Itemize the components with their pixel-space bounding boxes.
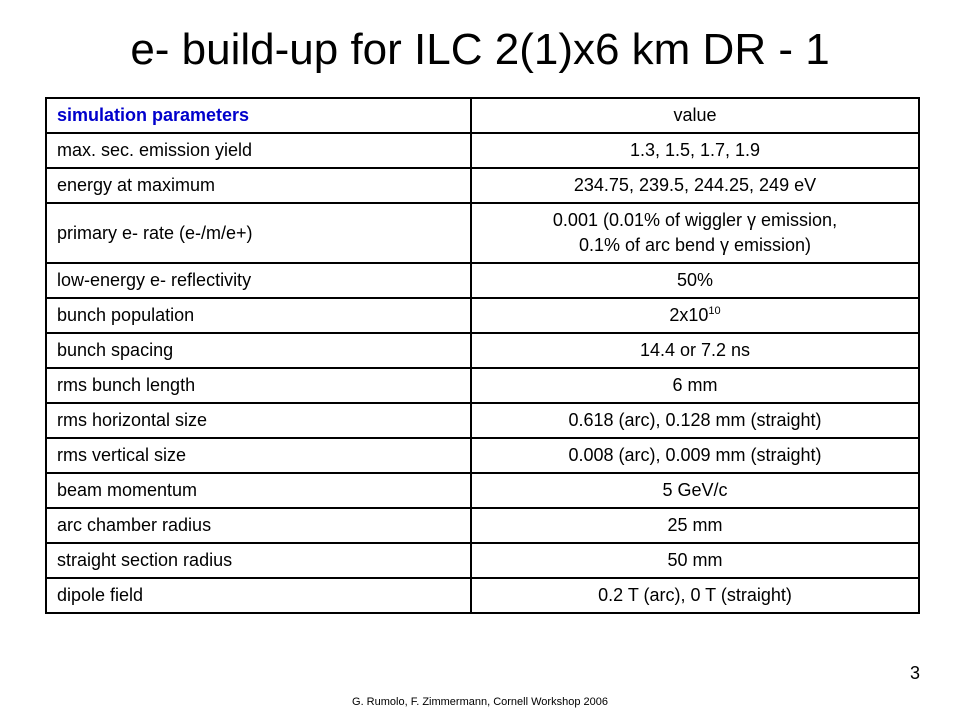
value-cell: 25 mm [471, 508, 919, 543]
param-cell: rms horizontal size [46, 403, 471, 438]
footer-credits: G. Rumolo, F. Zimmermann, Cornell Workshop 2006 [352, 696, 608, 708]
value-line-2: 0.1% of arc bend γ emission) [578, 235, 812, 255]
table-header-row [46, 98, 919, 133]
slide-title: e- build-up for ILC 2(1)x6 km DR - 1 [130, 25, 830, 74]
param-cell: beam momentum [46, 473, 471, 508]
table-row [46, 368, 919, 403]
value-cell [471, 298, 919, 333]
value-cell [471, 203, 919, 263]
table-row [46, 438, 919, 473]
table-row [46, 508, 919, 543]
param-cell: arc chamber radius [46, 508, 471, 543]
table-row [46, 203, 919, 263]
table-row [46, 168, 919, 203]
param-cell: rms vertical size [46, 438, 471, 473]
param-cell: dipole field [46, 578, 471, 613]
value-cell: 234.75, 239.5, 244.25, 249 eV [471, 168, 919, 203]
table-row [46, 473, 919, 508]
table-row [46, 333, 919, 368]
value-cell: 1.3, 1.5, 1.7, 1.9 [471, 133, 919, 168]
param-cell: energy at maximum [46, 168, 471, 203]
param-cell: low-energy e- reflectivity [46, 263, 471, 298]
table-row [46, 403, 919, 438]
param-cell: straight section radius [46, 543, 471, 578]
value-cell: 50% [471, 263, 919, 298]
table-row [46, 578, 919, 613]
slide-number: 3 [909, 663, 920, 683]
value-cell: 6 mm [471, 368, 919, 403]
table-row [46, 543, 919, 578]
value-cell: 14.4 or 7.2 ns [471, 333, 919, 368]
value-base: 2x10 [669, 305, 709, 325]
parameters-table [45, 97, 920, 614]
value-cell: 5 GeV/c [471, 473, 919, 508]
value-line-1: 0.001 (0.01% of wiggler γ emission, [552, 210, 838, 230]
header-value-cell: value [471, 98, 919, 133]
value-cell: 0.008 (arc), 0.009 mm (straight) [471, 438, 919, 473]
value-cell: 0.2 T (arc), 0 T (straight) [471, 578, 919, 613]
header-param-cell: simulation parameters [46, 98, 471, 133]
value-exponent: 10 [708, 305, 721, 317]
param-cell: rms bunch length [46, 368, 471, 403]
table-row [46, 133, 919, 168]
value-cell: 50 mm [471, 543, 919, 578]
value-cell: 0.618 (arc), 0.128 mm (straight) [471, 403, 919, 438]
param-cell: bunch population [46, 298, 471, 333]
param-cell: primary e- rate (e-/m/e+) [46, 203, 471, 263]
table-row [46, 298, 919, 333]
param-cell: max. sec. emission yield [46, 133, 471, 168]
table-row [46, 263, 919, 298]
param-cell: bunch spacing [46, 333, 471, 368]
